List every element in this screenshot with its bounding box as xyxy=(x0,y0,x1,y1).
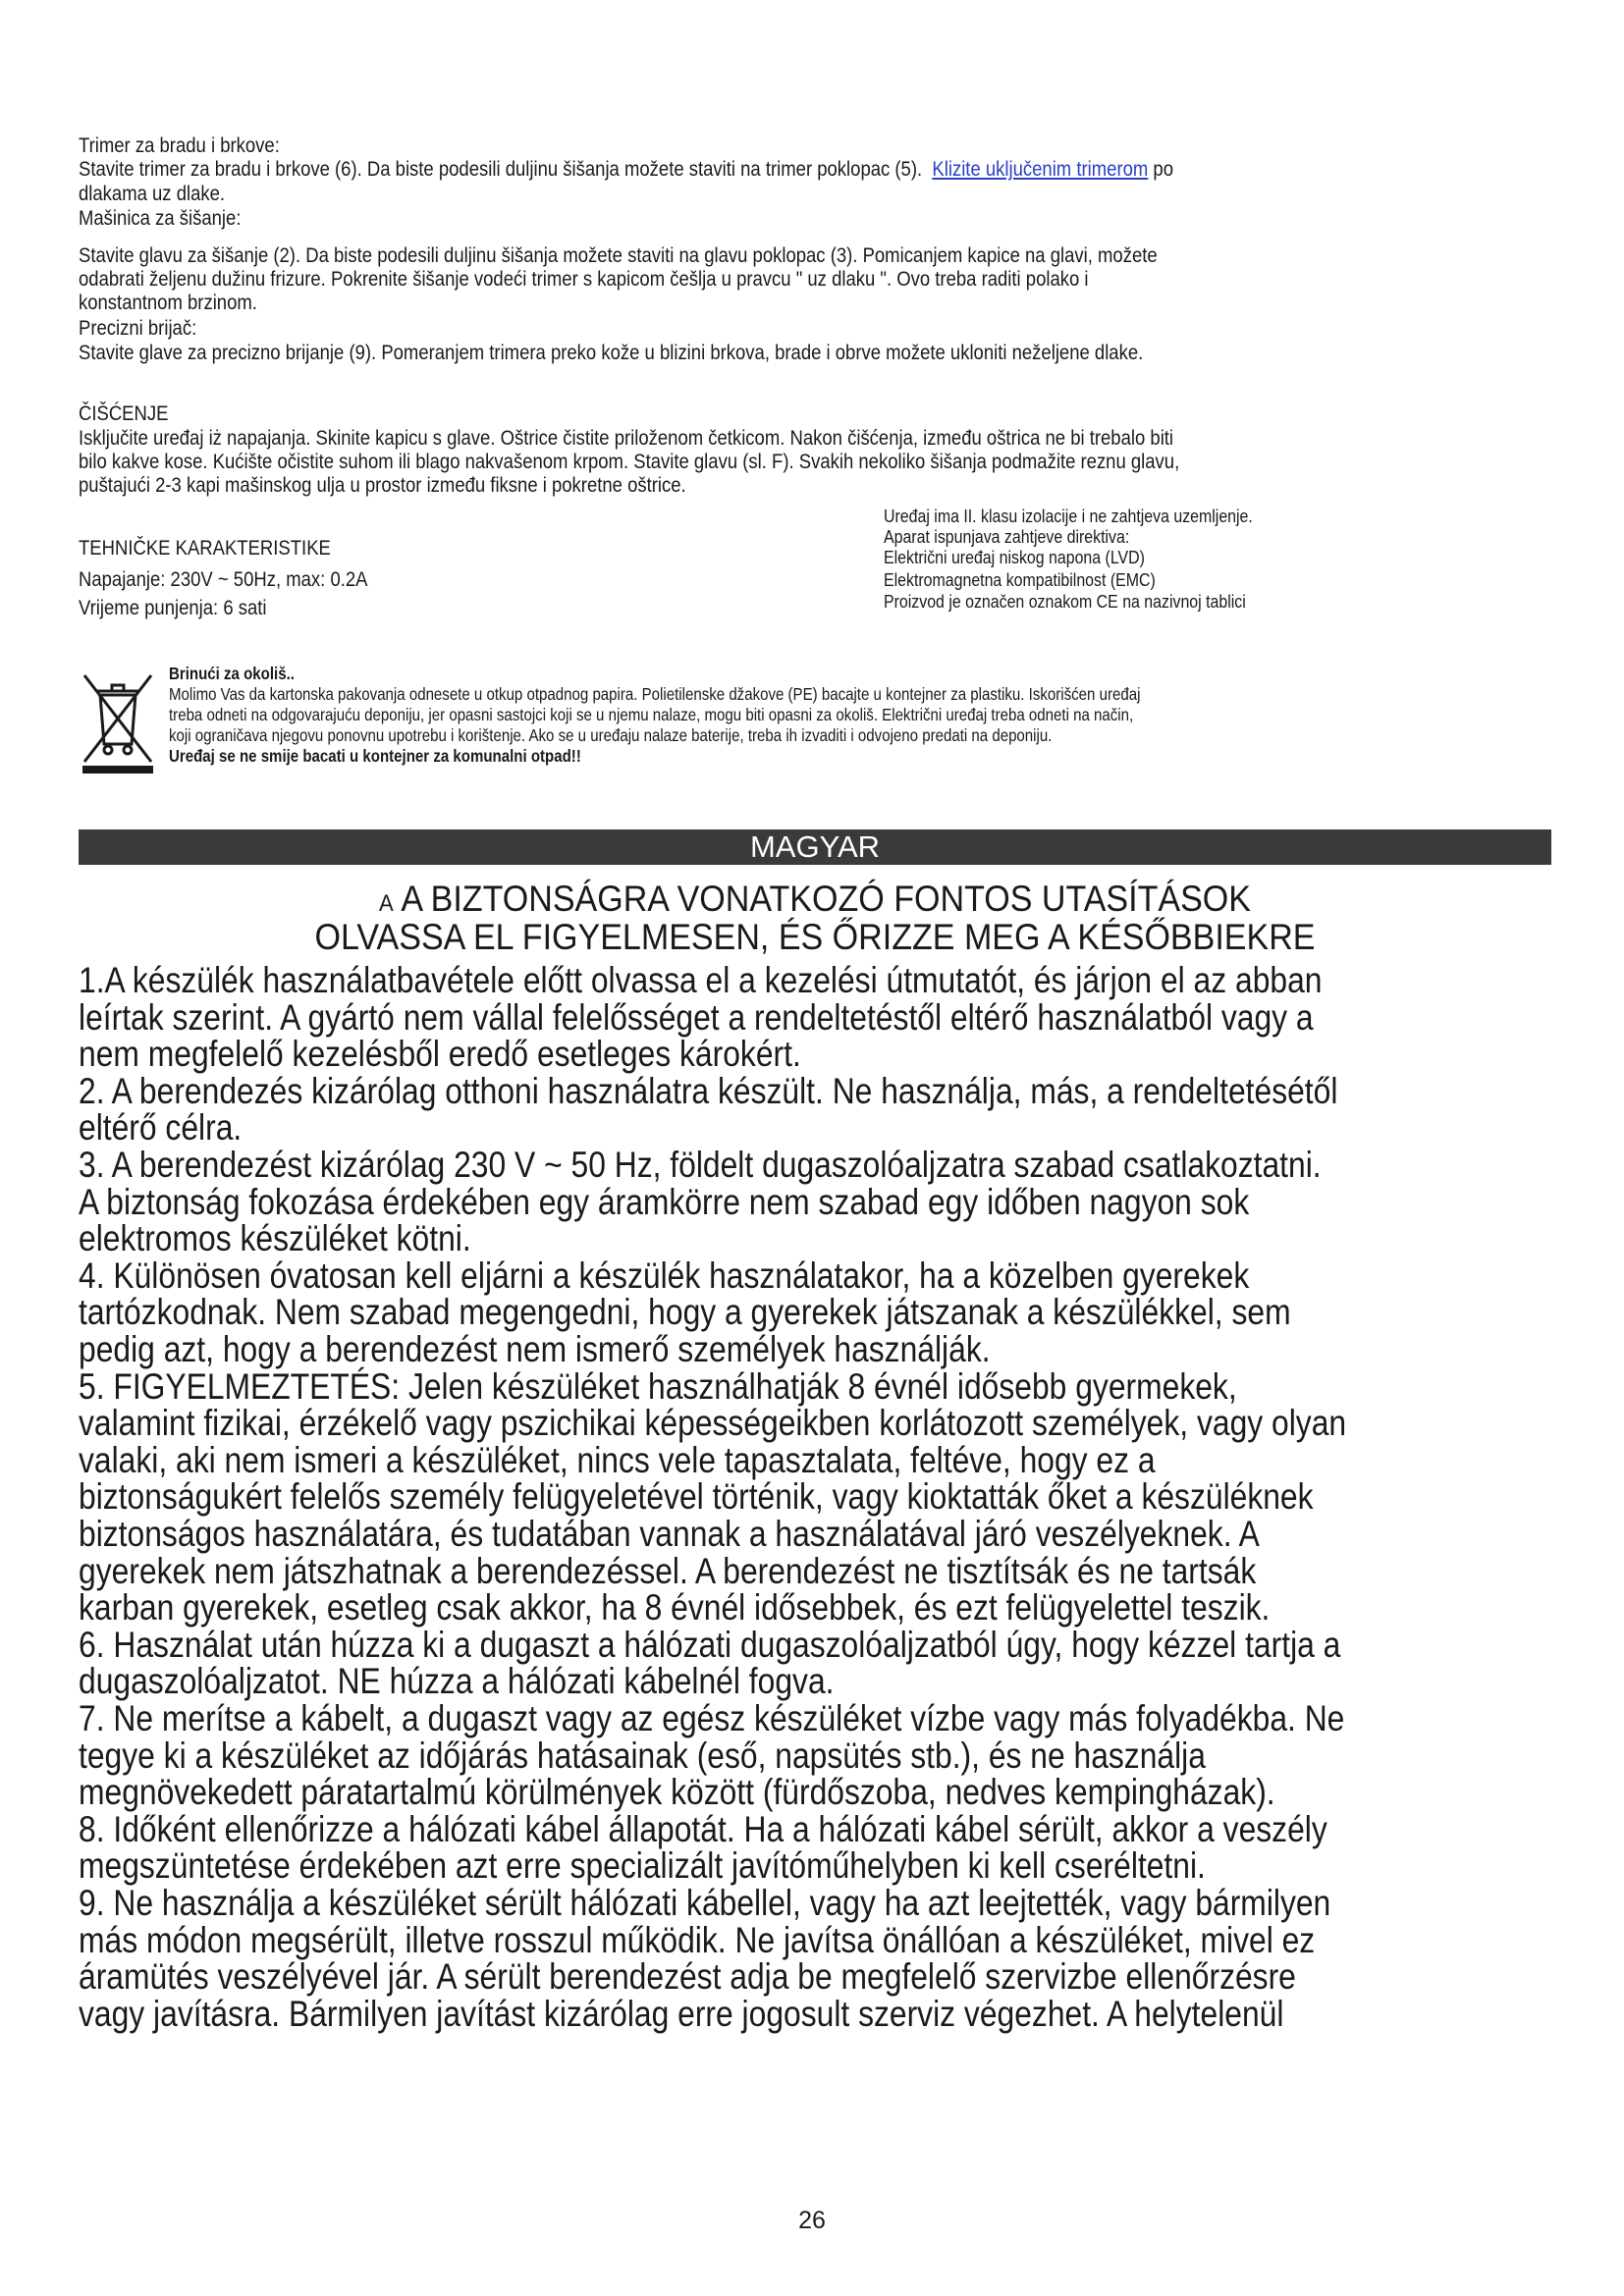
environment-text-1: Molimo Vas da kartonska pakovanja odnesete u otkup otpadnog papira. Polietilenske džakove (PE) bacajte u kontejner za plastiku. Iskorišćen uređaj xyxy=(169,684,1141,704)
precision-shaver-text: Stavite glave za precizno brijanje (9). Pomeranjem trimera preko kože u blizini brkova, brade i obrve možete ukloniti neželjene dlake. xyxy=(79,341,1144,364)
hu-line: tegye ki a készüléket az időjárás hatásainak (eső, napsütés stb.), és ne használja xyxy=(79,1735,1206,1776)
beard-trimmer-text xyxy=(79,157,1551,182)
hu-line: áramütés veszélyével jár. A sérült berendezést adja be megfelelő szervizbe ellenőrzésre xyxy=(79,1956,1296,1998)
hu-line: nem megfelelő kezelésből eredő esetleges károkért. xyxy=(79,1034,801,1075)
environment-heading xyxy=(169,664,1571,684)
hu-line: más módon megsérült, illetve rosszul működik. Ne javítsa önállóan a készüléket, mivel ez xyxy=(79,1919,1316,1960)
hu-line: pedig azt, hogy a berendezést nem ismerő személyek használják. xyxy=(79,1329,991,1369)
hu-line: eltérő célra. xyxy=(79,1107,243,1148)
tech-power: Napajanje: 230V ~ 50Hz, max: 0.2A xyxy=(79,567,368,591)
hu-line: vagy javításra. Bármilyen javítást kizárólag erre jogosult szerviz végezhet. A helytelenül xyxy=(79,1993,1284,2034)
beard-trimmer-text-b: po xyxy=(1153,157,1174,181)
hair-clipper-text-2: odabrati željenu dužinu frizure. Pokrenite šišanje vodeći trimer s kapicom češlja u pravcu " uz dlaku ". Ovo treba raditi polako i xyxy=(79,267,1089,291)
environment-text-3: koji ograničava njegovu ponovnu upotrebu i korištenje. Ako se u uređaju nalaze baterije, treba ih izvaditi i odvojeno predati na deponiju. xyxy=(169,725,1053,745)
environment-section xyxy=(169,664,1571,767)
beard-trimmer-text-cont: dlakama uz dlake. xyxy=(79,182,226,205)
tech-charge-time: Vrijeme punjenja: 6 sati xyxy=(79,596,267,619)
hu-line: karban gyerekek, esetleg csak akkor, ha 8 évnél idősebbek, és ezt felügyelettel teszik. xyxy=(79,1587,1271,1629)
hu-line: 3. A berendezést kizárólag 230 V ~ 50 Hz, földelt dugaszolóaljzatra szabad csatlakoztatni. xyxy=(79,1145,1322,1185)
hu-line: 4. Különösen óvatosan kell eljárni a készülék használatakor, ha a közelben gyerekek xyxy=(79,1255,1250,1296)
hu-line: elektromos készüléket kötni. xyxy=(79,1218,471,1259)
hu-line: gyerekek nem játszhatnak a berendezéssel. A berendezést ne tisztítsák és ne tartsák xyxy=(79,1550,1257,1591)
hu-line: valaki, aki nem ismeri a készüléket, nincs vele tapasztalata, feltéve, hogy ez a xyxy=(79,1439,1156,1480)
hu-title-line-2: OLVASSA EL FIGYELMESEN, ÉS ŐRIZZE MEG A KÉSŐBBIEKRE xyxy=(314,917,1316,957)
hu-line: leírtak szerint. A gyártó nem vállal felelősséget a rendeltetéstől eltérő használatból vagy a xyxy=(79,996,1314,1038)
beard-trimmer-text-a: Stavite trimer za bradu i brkove (6). Da biste podesili duljinu šišanja možete staviti na trimer poklopac (5). xyxy=(79,157,923,181)
ce-note: Proizvod je označen oznakom CE na nazivnoj tablici xyxy=(884,591,1246,612)
hu-line: biztonságukért felelős személy felügyeletével történik, vagy kioktatták őket a készüléknek xyxy=(79,1476,1314,1518)
page-number: 26 xyxy=(798,2207,826,2234)
hu-line: biztonságos használatára, és tudatában vannak a használatával járó veszélyeknek. A xyxy=(79,1514,1260,1554)
hair-clipper-heading: Mašinica za šišanje: xyxy=(79,206,242,230)
environment-warning-text: Uređaj se ne smije bacati u kontejner za komunalni otpad!! xyxy=(169,746,581,766)
hu-title-marker: A xyxy=(379,890,394,917)
beard-trimmer-heading: Trimer za bradu i brkove: xyxy=(79,133,280,157)
hu-line: megszüntetése érdekében azt erre specializált javítóműhelyben ki kell cseréltetni. xyxy=(79,1845,1206,1887)
environment-text-2: treba odneti na odgovarajuću deponiju, jer opasni sastojci koji se u njemu nalaze, mogu biti opasni za okoliš. Električni uređaj treba odneti na način, xyxy=(169,705,1134,724)
precision-shaver-heading: Precizni brijač: xyxy=(79,316,197,340)
emc-note: Elektromagnetna kompatibilnost (EMC) xyxy=(884,569,1156,590)
cleaning-heading: ČIŠĆENJE xyxy=(79,401,169,425)
hu-line: A biztonság fokozása érdekében egy áramkörre nem szabad egy időben nagyon sok xyxy=(79,1181,1250,1222)
hu-line: dugaszolóaljzatot. NE húzza a hálózati kábelnél fogva. xyxy=(79,1661,835,1702)
hu-line: 1.A készülék használatbavétele előtt olvassa el a kezelési útmutatót, és járjon el az abban xyxy=(79,960,1323,1000)
cleaning-text-2: bilo kakve kose. Kućište očistite suhom ili blago nakvašenom krpom. Stavite glavu (sl. F). Svakih nekoliko šišanja podmažite reznu glavu, xyxy=(79,450,1180,473)
hu-line: 7. Ne merítse a kábelt, a dugaszt vagy az egész készüléket vízbe vagy más folyadékba. Ne xyxy=(79,1698,1345,1738)
insulation-class-note: Uređaj ima II. klasu izolacije i ne zahtjeva uzemljenje. xyxy=(884,506,1253,526)
hu-line: megnövekedett páratartalmú körülmények között (fürdőszoba, nedves kempingházak). xyxy=(79,1772,1275,1813)
hu-line: 5. FIGYELMEZTETÉS: Jelen készüléket használhatják 8 évnél idősebb gyermekek, xyxy=(79,1365,1237,1407)
cleaning-text-1: Isključite uređaj iż napajanja. Skinite kapicu s glave. Oštrice čistite priloženom četkicom. Nakon čišćenja, između oštrica ne bi trebalo biti xyxy=(79,426,1174,450)
hu-line: 6. Használat után húzza ki a dugaszt a hálózati dugaszolóaljzatból úgy, hogy kézzel tartja a xyxy=(79,1624,1341,1665)
lvd-note: Električni uređaj niskog napona (LVD) xyxy=(884,547,1145,567)
hu-line: 9. Ne használja a készüléket sérült hálózati kábellel, vagy ha azt leejtették, vagy bármilyen xyxy=(79,1883,1331,1923)
hu-line: 8. Időként ellenőrizze a hálózati kábel állapotát. Ha a hálózati kábel sérült, akkor a veszély xyxy=(79,1808,1327,1849)
weee-bin-icon xyxy=(79,667,157,775)
section-bar-magyar: MAGYAR xyxy=(79,829,1551,865)
hair-clipper-text-1: Stavite glavu za šišanje (2). Da biste podesili duljinu šišanja možete staviti na glavu poklopac (3). Pomicanjem kapice na glavi, možete xyxy=(79,243,1158,267)
cleaning-text-3: puštajući 2-3 kapi mašinskog ulja u prostor između fiksne i pokretne oštrice. xyxy=(79,473,686,497)
hu-line: 2. A berendezés kizárólag otthoni használatra készült. Ne használja, más, a rendeltetésétől xyxy=(79,1070,1338,1111)
directives-note: Aparat ispunjava zahtjeve direktiva: xyxy=(884,526,1130,547)
hu-line: valamint fizikai, érzékelő vagy pszichikai képességeikben korlátozott személyek, vagy olyan xyxy=(79,1403,1347,1444)
tech-heading: TEHNIČKE KARAKTERISTIKE xyxy=(79,536,331,560)
hair-clipper-text-3: konstantnom brzinom. xyxy=(79,291,257,314)
trimmer-link[interactable]: Klizite uključenim trimerom xyxy=(932,157,1149,181)
environment-heading-text: Brinući za okoliš.. xyxy=(169,664,295,683)
hu-line: tartózkodnak. Nem szabad megengedni, hogy a gyerekek játszanak a készülékkel, sem xyxy=(79,1292,1291,1333)
hu-title-line-1-text: A BIZTONSÁGRA VONATKOZÓ FONTOS UTASÍTÁSOK xyxy=(401,879,1251,919)
environment-warning xyxy=(169,746,1571,767)
